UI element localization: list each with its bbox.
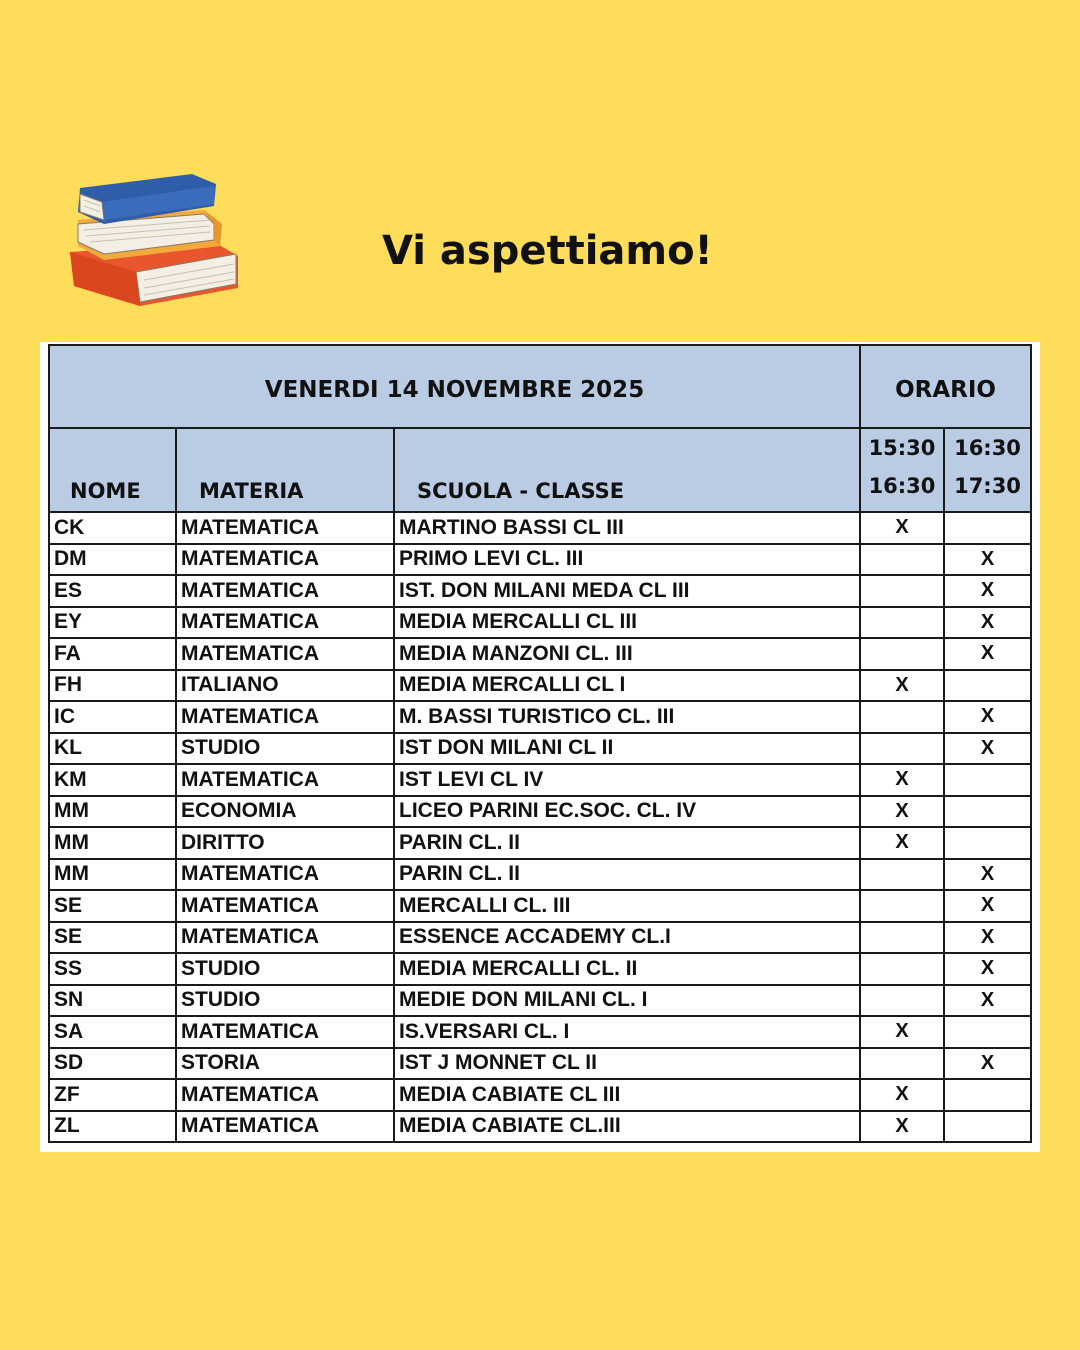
table-row: [49, 953, 1031, 985]
cell-slot-1630: X: [944, 859, 1031, 891]
cell-slot-1530: [860, 985, 944, 1017]
table-row: [49, 1016, 1031, 1048]
cell-nome: CK: [49, 512, 176, 544]
cell-materia: MATEMATICA: [176, 544, 394, 576]
table-row: [49, 607, 1031, 639]
cell-scuola: PARIN CL. II: [394, 827, 860, 859]
cell-scuola: PRIMO LEVI CL. III: [394, 544, 860, 576]
cell-slot-1530: [860, 890, 944, 922]
cell-scuola: MEDIE DON MILANI CL. I: [394, 985, 860, 1017]
cell-nome: ES: [49, 575, 176, 607]
table-row: [49, 890, 1031, 922]
cell-nome: ZF: [49, 1079, 176, 1111]
cell-slot-1630: [944, 1016, 1031, 1048]
cell-scuola: MEDIA CABIATE CL III: [394, 1079, 860, 1111]
cell-slot-1630: X: [944, 638, 1031, 670]
cell-slot-1630: [944, 1111, 1031, 1143]
cell-materia: MATEMATICA: [176, 1079, 394, 1111]
cell-materia: MATEMATICA: [176, 1111, 394, 1143]
cell-materia: MATEMATICA: [176, 922, 394, 954]
cell-slot-1630: X: [944, 733, 1031, 765]
cell-slot-1630: X: [944, 890, 1031, 922]
table-row: [49, 512, 1031, 544]
schedule-rows: [49, 512, 1031, 1142]
table-row: [49, 575, 1031, 607]
cell-slot-1530: X: [860, 512, 944, 544]
cell-slot-1630: [944, 670, 1031, 702]
cell-slot-1630: X: [944, 701, 1031, 733]
cell-slot-1630: X: [944, 922, 1031, 954]
slot-1-start: 15:30: [868, 436, 936, 460]
cell-slot-1530: [860, 1048, 944, 1080]
table-row: [49, 1111, 1031, 1143]
cell-slot-1530: X: [860, 827, 944, 859]
cell-materia: MATEMATICA: [176, 638, 394, 670]
cell-materia: MATEMATICA: [176, 512, 394, 544]
cell-materia: MATEMATICA: [176, 701, 394, 733]
cell-materia: MATEMATICA: [176, 859, 394, 891]
cell-nome: MM: [49, 827, 176, 859]
cell-slot-1630: X: [944, 1048, 1031, 1080]
schedule-table-panel: [40, 342, 1040, 1152]
table-row: [49, 859, 1031, 891]
cell-slot-1530: [860, 733, 944, 765]
cell-scuola: ESSENCE ACCADEMY CL.I: [394, 922, 860, 954]
cell-nome: MM: [49, 859, 176, 891]
cell-scuola: MEDIA MANZONI CL. III: [394, 638, 860, 670]
slot-header-1: [860, 428, 944, 512]
cell-scuola: LICEO PARINI EC.SOC. CL. IV: [394, 796, 860, 828]
cell-slot-1530: [860, 701, 944, 733]
cell-nome: SA: [49, 1016, 176, 1048]
cell-materia: STORIA: [176, 1048, 394, 1080]
cell-nome: EY: [49, 607, 176, 639]
cell-materia: DIRITTO: [176, 827, 394, 859]
cell-slot-1530: [860, 607, 944, 639]
cell-materia: MATEMATICA: [176, 764, 394, 796]
cell-slot-1630: X: [944, 985, 1031, 1017]
table-title: VENERDI 14 NOVEMBRE 2025: [49, 345, 860, 428]
cell-materia: STUDIO: [176, 985, 394, 1017]
cell-materia: MATEMATICA: [176, 607, 394, 639]
table-row: [49, 544, 1031, 576]
cell-scuola: MEDIA CABIATE CL.III: [394, 1111, 860, 1143]
cell-materia: MATEMATICA: [176, 1016, 394, 1048]
cell-materia: MATEMATICA: [176, 890, 394, 922]
cell-slot-1630: [944, 512, 1031, 544]
cell-nome: DM: [49, 544, 176, 576]
cell-scuola: PARIN CL. II: [394, 859, 860, 891]
column-header-materia: MATERIA: [176, 428, 394, 512]
schedule-table: [48, 344, 1032, 1143]
cell-slot-1530: [860, 575, 944, 607]
cell-slot-1530: X: [860, 1016, 944, 1048]
cell-slot-1530: [860, 922, 944, 954]
cell-scuola: M. BASSI TURISTICO CL. III: [394, 701, 860, 733]
cell-slot-1530: X: [860, 764, 944, 796]
slot-1-end: 16:30: [868, 474, 936, 498]
cell-scuola: IST J MONNET CL II: [394, 1048, 860, 1080]
stack-of-books-icon: [64, 168, 242, 313]
cell-scuola: MEDIA MERCALLI CL I: [394, 670, 860, 702]
table-row: [49, 1079, 1031, 1111]
cell-slot-1630: [944, 796, 1031, 828]
slot-2-start: 16:30: [954, 436, 1021, 460]
cell-slot-1630: X: [944, 575, 1031, 607]
cell-slot-1630: X: [944, 544, 1031, 576]
cell-slot-1630: [944, 827, 1031, 859]
cell-materia: STUDIO: [176, 953, 394, 985]
column-header-nome: NOME: [49, 428, 176, 512]
cell-slot-1630: X: [944, 953, 1031, 985]
cell-nome: FH: [49, 670, 176, 702]
cell-nome: KM: [49, 764, 176, 796]
table-row: [49, 985, 1031, 1017]
column-header-scuola: SCUOLA - CLASSE: [394, 428, 860, 512]
table-row: [49, 701, 1031, 733]
table-row: [49, 670, 1031, 702]
cell-slot-1530: [860, 859, 944, 891]
table-row: [49, 638, 1031, 670]
slot-header-2: [944, 428, 1031, 512]
cell-materia: MATEMATICA: [176, 575, 394, 607]
cell-nome: IC: [49, 701, 176, 733]
cell-scuola: MERCALLI CL. III: [394, 890, 860, 922]
table-row: [49, 796, 1031, 828]
cell-materia: ITALIANO: [176, 670, 394, 702]
cell-slot-1630: [944, 764, 1031, 796]
cell-slot-1530: X: [860, 670, 944, 702]
cell-nome: SN: [49, 985, 176, 1017]
orario-header: ORARIO: [860, 345, 1031, 428]
cell-scuola: MEDIA MERCALLI CL. II: [394, 953, 860, 985]
cell-slot-1530: X: [860, 796, 944, 828]
cell-nome: SD: [49, 1048, 176, 1080]
cell-nome: MM: [49, 796, 176, 828]
cell-scuola: IST LEVI CL IV: [394, 764, 860, 796]
table-row: [49, 733, 1031, 765]
table-row: [49, 922, 1031, 954]
cell-slot-1630: [944, 1079, 1031, 1111]
cell-slot-1530: [860, 544, 944, 576]
cell-scuola: IS.VERSARI CL. I: [394, 1016, 860, 1048]
cell-scuola: IST DON MILANI CL II: [394, 733, 860, 765]
cell-slot-1530: [860, 953, 944, 985]
table-row: [49, 1048, 1031, 1080]
headline: Vi aspettiamo!: [382, 228, 713, 274]
table-row: [49, 827, 1031, 859]
cell-slot-1530: X: [860, 1079, 944, 1111]
table-row: [49, 764, 1031, 796]
cell-materia: STUDIO: [176, 733, 394, 765]
cell-slot-1530: X: [860, 1111, 944, 1143]
cell-nome: SE: [49, 922, 176, 954]
cell-scuola: MEDIA MERCALLI CL III: [394, 607, 860, 639]
cell-materia: ECONOMIA: [176, 796, 394, 828]
cell-nome: SS: [49, 953, 176, 985]
cell-slot-1530: [860, 638, 944, 670]
cell-scuola: IST. DON MILANI MEDA CL III: [394, 575, 860, 607]
cell-nome: SE: [49, 890, 176, 922]
cell-nome: FA: [49, 638, 176, 670]
cell-nome: ZL: [49, 1111, 176, 1143]
cell-scuola: MARTINO BASSI CL III: [394, 512, 860, 544]
slot-2-end: 17:30: [954, 474, 1021, 498]
cell-nome: KL: [49, 733, 176, 765]
cell-slot-1630: X: [944, 607, 1031, 639]
